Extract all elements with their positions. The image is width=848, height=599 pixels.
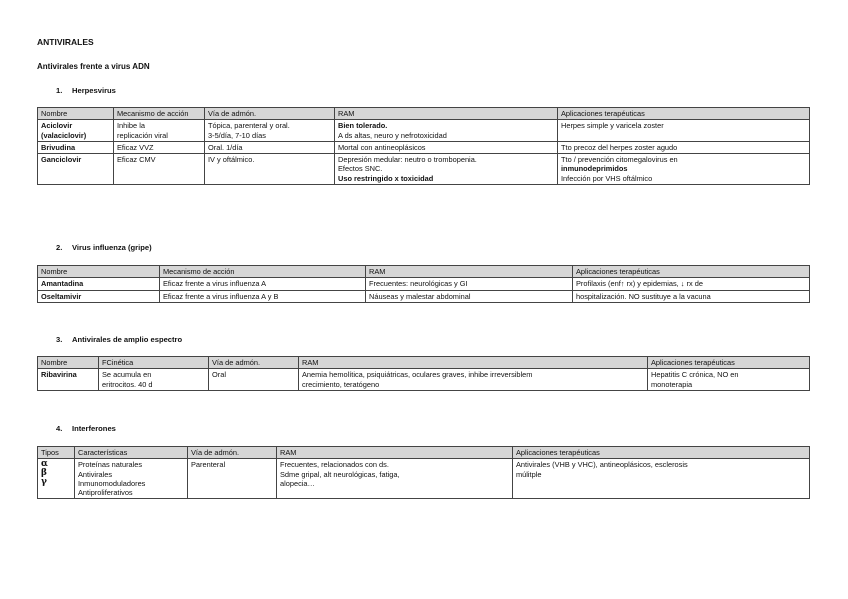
table-row-oseltamivir xyxy=(38,290,810,302)
doc-subtitle: Antivirales frente a virus ADN xyxy=(37,62,150,71)
table-header-row xyxy=(38,108,810,120)
col-header-nombre: Nombre xyxy=(38,266,160,278)
drug-name-cell: Ribavirina xyxy=(38,369,99,391)
route-cell: Tópica, parenteral y oral. 3-5/día, 7-10 días xyxy=(205,120,335,142)
table-header-row xyxy=(38,447,810,459)
types-cell xyxy=(38,459,75,499)
col-header-ram: RAM xyxy=(366,266,573,278)
col-header-aplicaciones: Aplicaciones terapéuticas xyxy=(648,357,810,369)
drug-name-cell: Oseltamivir xyxy=(38,290,160,302)
mechanism-cell: Eficaz CMV xyxy=(114,154,205,185)
application-cell: Antivirales (VHB y VHC), antineoplásicos, esclerosis múlitple xyxy=(513,459,810,499)
route-cell: Oral. 1/día xyxy=(205,141,335,153)
table-row-brivudina xyxy=(38,141,810,153)
amplio-espectro-table xyxy=(37,356,810,391)
ram-cell: Frecuentes: neurológicas y GI xyxy=(366,278,573,290)
application-cell: Tto precoz del herpes zoster agudo xyxy=(558,141,810,153)
section-heading-amplio-espectro: 3. Antivirales de amplio espectro xyxy=(56,335,183,344)
col-header-via: Vía de admón. xyxy=(209,357,299,369)
pharmacokinetics-cell: Se acumula en eritrocitos. 40 d xyxy=(99,369,209,391)
influenza-table xyxy=(37,265,810,303)
drug-name-cell: Amantadina xyxy=(38,278,160,290)
col-header-aplicaciones: Aplicaciones terapéuticas xyxy=(513,447,810,459)
col-header-ram: RAM xyxy=(335,108,558,120)
section-heading-interferones: 4. Interferones xyxy=(56,424,116,433)
application-cell: Tto / prevención citomegalovirus en inmunodeprimidos Infección por VHS oftálmico xyxy=(558,154,810,185)
ram-cell: Mortal con antineoplásicos xyxy=(335,141,558,153)
drug-name-cell: Brivudina xyxy=(38,141,114,153)
ram-cell: Náuseas y malestar abdominal xyxy=(366,290,573,302)
table-row-ganciclovir xyxy=(38,154,810,185)
doc-title: ANTIVIRALES xyxy=(37,37,94,47)
arrow-down-icon: ↓ xyxy=(680,279,685,289)
route-cell: Oral xyxy=(209,369,299,391)
col-header-fcinetica: FCinética xyxy=(99,357,209,369)
arrow-up-icon: ↑ xyxy=(620,279,625,289)
col-header-caracteristicas: Características xyxy=(75,447,188,459)
route-cell: Parenteral xyxy=(188,459,277,499)
application-cell: Herpes simple y varicela zoster xyxy=(558,120,810,142)
characteristics-cell: Proteínas naturales Antivirales Inmunomoduladores Antiproliferativos xyxy=(75,459,188,499)
mechanism-cell: Eficaz VVZ xyxy=(114,141,205,153)
application-cell: Profilaxis (enf↑ rx) y epidemias, ↓ rx de xyxy=(573,278,810,290)
col-header-tipos: Tipos xyxy=(38,447,75,459)
alpha-symbol: α xyxy=(41,459,48,470)
interferones-table xyxy=(37,446,810,499)
table-row-aciclovir xyxy=(38,120,810,142)
beta-symbol: β xyxy=(41,468,47,479)
col-header-aplicaciones: Aplicaciones terapéuticas xyxy=(558,108,810,120)
col-header-ram: RAM xyxy=(277,447,513,459)
col-header-nombre: Nombre xyxy=(38,357,99,369)
mechanism-cell: Inhibe la replicación viral xyxy=(114,120,205,142)
col-header-aplicaciones: Aplicaciones terapéuticas xyxy=(573,266,810,278)
ram-cell: Depresión medular: neutro o trombopenia. Efectos SNC. Uso restringido x toxicidad xyxy=(335,154,558,185)
ram-cell: Anemia hemolítica, psiquiátricas, oculares graves, inhibe irreversiblem crecimiento, teratógeno xyxy=(299,369,648,391)
col-header-via: Vía de admón. xyxy=(205,108,335,120)
application-cell: hospitalización. NO sustituye a la vacuna xyxy=(573,290,810,302)
table-header-row xyxy=(38,357,810,369)
col-header-ram: RAM xyxy=(299,357,648,369)
col-header-mecanismo: Mecanismo de acción xyxy=(114,108,205,120)
route-cell: IV y oftálmico. xyxy=(205,154,335,185)
col-header-mecanismo: Mecanismo de acción xyxy=(160,266,366,278)
drug-name-cell: Aciclovir (valaciclovir) xyxy=(38,120,114,142)
ram-cell: Bien tolerado. A ds altas, neuro y nefrotoxicidad xyxy=(335,120,558,142)
mechanism-cell: Eficaz frente a virus influenza A xyxy=(160,278,366,290)
col-header-nombre: Nombre xyxy=(38,108,114,120)
drug-name-cell: Ganciclovir xyxy=(38,154,114,185)
gamma-symbol: γ xyxy=(41,477,47,488)
section-heading-herpesvirus: 1. Herpesvirus xyxy=(56,86,116,95)
table-row-amantadina xyxy=(38,278,810,290)
col-header-via: Vía de admón. xyxy=(188,447,277,459)
ram-cell: Frecuentes, relacionados con ds. Sdme gripal, alt neurológicas, fatiga, alopecia… xyxy=(277,459,513,499)
mechanism-cell: Eficaz frente a virus influenza A y B xyxy=(160,290,366,302)
section-heading-influenza: 2. Virus influenza (gripe) xyxy=(56,243,152,252)
herpesvirus-table xyxy=(37,107,810,185)
table-row-interferones xyxy=(38,459,810,499)
table-header-row xyxy=(38,266,810,278)
application-cell: Hepatitis C crónica, NO en monoterapia xyxy=(648,369,810,391)
table-row-ribavirina xyxy=(38,369,810,391)
